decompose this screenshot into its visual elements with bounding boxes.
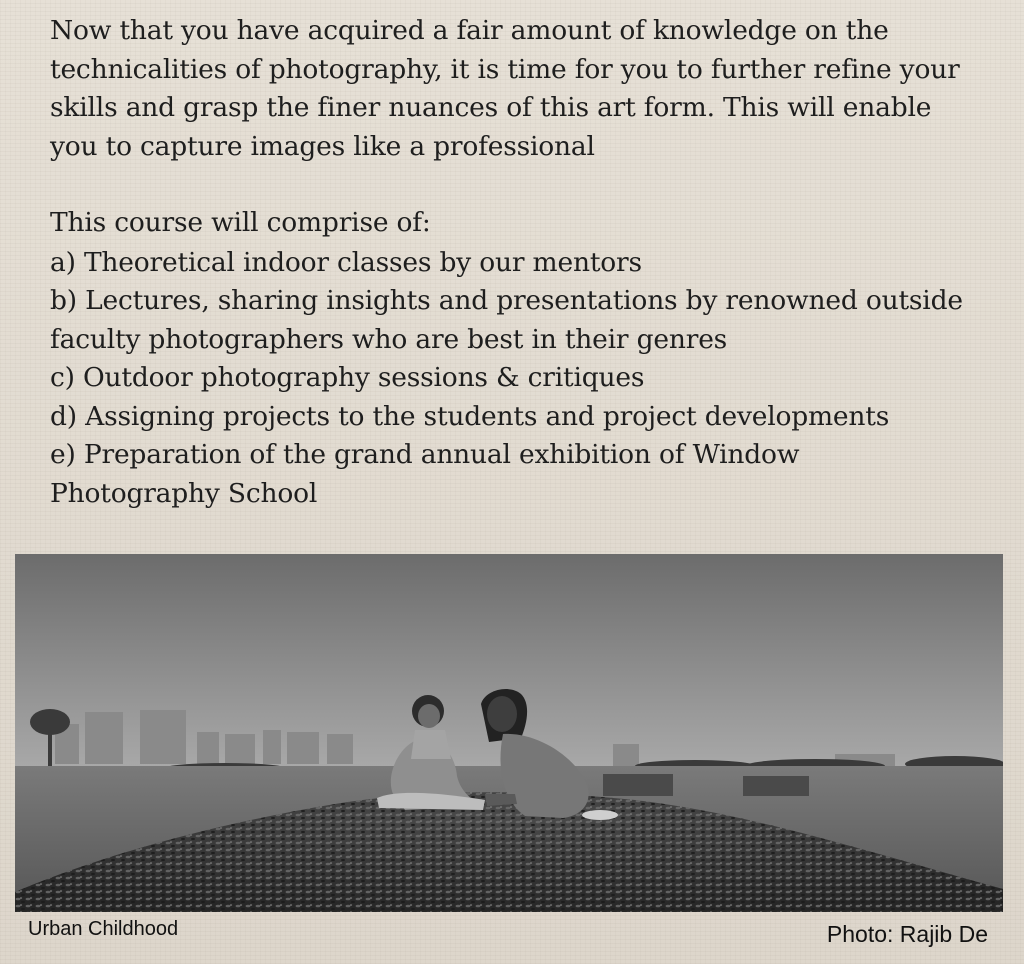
photo-credit: Photo: Rajib De (826, 921, 988, 947)
course-item: d) Assigning projects to the students and project developments (50, 400, 890, 432)
course-item: b) Lectures, sharing insights and presentations by renowned outside (50, 285, 963, 316)
intro-line: technicalities of photography, it is time for you to further refine your (50, 53, 960, 85)
photo-title: Urban Childhood (28, 918, 179, 940)
course-item: a) Theoretical indoor classes by our mentors (50, 246, 642, 278)
intro-line: Now that you have acquired a fair amount of knowledge on the (50, 15, 889, 46)
photograph (15, 554, 1003, 912)
photograph-illustration (15, 554, 1003, 912)
course-item: faculty photographers who are best in their genres (50, 323, 728, 355)
intro-line: skills and grasp the finer nuances of this art form. This will enable (50, 92, 932, 123)
course-item: e) Preparation of the grand annual exhibition of Window (50, 439, 800, 470)
course-item: c) Outdoor photography sessions & critiques (50, 362, 645, 393)
body-text (50, 12, 1010, 513)
course-heading: This course will comprise of: (50, 207, 431, 238)
intro-line: you to capture images like a professional (50, 130, 595, 162)
course-item: Photography School (50, 477, 318, 509)
